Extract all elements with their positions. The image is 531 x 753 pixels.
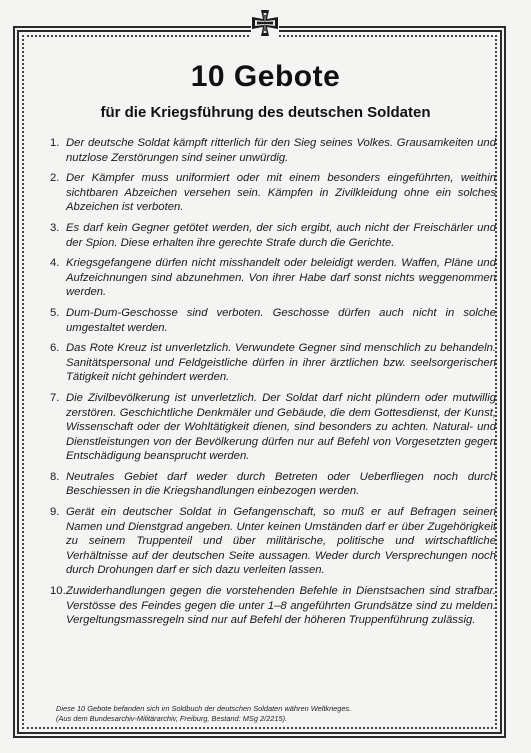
- list-item: [50, 136, 496, 165]
- commandment-text: Gerät ein deutscher Soldat in Gefangenschaft, so muß er auf Befragen seinen Namen und Dienstgrad angeben. Unter keinen Umständen darf er über Zugehörigkeit zu seinem Truppenteil und über militärische, politische und wirtschaftliche Verhältnisse auf der deutschen Seite aussagen. Weder durch Versprechungen noch durch Drohungen darf er sich dazu verleiten lassen.: [66, 506, 496, 577]
- commandment-number: 2.: [50, 172, 60, 185]
- commandment-number: 3.: [50, 221, 60, 234]
- list-item: [50, 306, 496, 335]
- commandment-number: 4.: [50, 257, 60, 270]
- commandment-text: Zuwiderhandlungen gegen die vorstehenden Befehle in Dienstsachen sind strafbar. Verstösse des Feindes gegen die unter 1–8 angeführten Grundsätze sind zu melden. Vergeltungsmassregeln sind nur auf Befehl der höheren Truppenführung zulässig.: [66, 585, 496, 627]
- footnote-line-2: (Aus dem Bundesarchiv-Militärarchiv, Freiburg, Bestand: MSg 2/2215).: [56, 714, 288, 723]
- commandment-number: 10.: [50, 585, 66, 598]
- commandment-number: 5.: [50, 306, 60, 319]
- commandment-number: 1.: [50, 137, 60, 149]
- footnote-line-1: Diese 10 Gebote befanden sich im Soldbuch der deutschen Soldaten währen Weltkrieges.: [56, 704, 352, 713]
- commandment-text: Dum-Dum-Geschosse sind verboten. Geschosse dürfen auch nicht in solche umgestaltet werden.: [66, 306, 496, 334]
- commandment-number: 7.: [50, 391, 60, 404]
- list-item: [50, 584, 496, 628]
- iron-cross-icon: [250, 8, 280, 38]
- commandment-text: Der Kämpfer muss uniformiert oder mit einem besonders eingeführten, weithin sichtbaren Abzeichen versehen sein. Kämpfen in Zivilkleidung ohne ein solches Abzeichen ist verboten.: [66, 172, 496, 214]
- commandment-number: 6.: [50, 342, 60, 355]
- page-subtitle: für die Kriegsführung des deutschen Soldaten: [100, 104, 431, 121]
- footnote: [56, 704, 496, 724]
- list-item: [50, 171, 496, 215]
- commandments-list: [50, 136, 496, 634]
- list-item: [50, 256, 496, 300]
- list-item: [50, 505, 496, 578]
- commandment-text: Es darf kein Gegner getötet werden, der sich ergibt, auch nicht der Freischärler und der Spion. Diese erhalten ihre gerechte Strafe durch die Gerichte.: [66, 221, 496, 249]
- commandment-text: Die Zivilbevölkerung ist unverletzlich. Der Soldat darf nicht plündern oder mutwillig zerstören. Geschichtliche Denkmäler und Gebäude, die dem Gottesdienst, der Kunst, Wissenschaft oder der Wohltätigkeit dienen, sind besonders zu achten. Natural- und Dienstleistungen von der Bevölkerung dürfen nur auf Befehl von Vorgesetzten gegen Entschädigung beansprucht werden.: [66, 391, 496, 463]
- list-item: [50, 341, 496, 385]
- commandment-number: 8.: [50, 470, 60, 483]
- list-item: [50, 470, 496, 499]
- commandment-text: Neutrales Gebiet darf weder durch Betreten oder Ueberfliegen noch durch Beschiessen in die Kriegshandlungen einbezogen werden.: [66, 470, 496, 498]
- list-item: [50, 221, 496, 250]
- commandment-text: Das Rote Kreuz ist unverletzlich. Verwundete Gegner sind menschlich zu behandeln. Sanitätspersonal und Feldgeistliche dürfen in ihrer ärztlichen bzw. seelsorgerischen Tätigkeit nicht gehindert werden.: [66, 342, 496, 384]
- page-title: 10 Gebote: [190, 60, 341, 93]
- list-item: [50, 391, 496, 464]
- commandment-number: 9.: [50, 506, 60, 519]
- commandment-text: Der deutsche Soldat kämpft ritterlich für den Sieg seines Volkes. Grausamkeiten und nutzlose Zerstörungen sind seiner unwürdig.: [66, 137, 496, 164]
- commandment-text: Kriegsgefangene dürfen nicht misshandelt oder beleidigt werden. Waffen, Pläne und Aufzeichnungen sind abzunehmen. Von ihrer Habe darf sonst nichts weggenommen werden.: [66, 257, 496, 299]
